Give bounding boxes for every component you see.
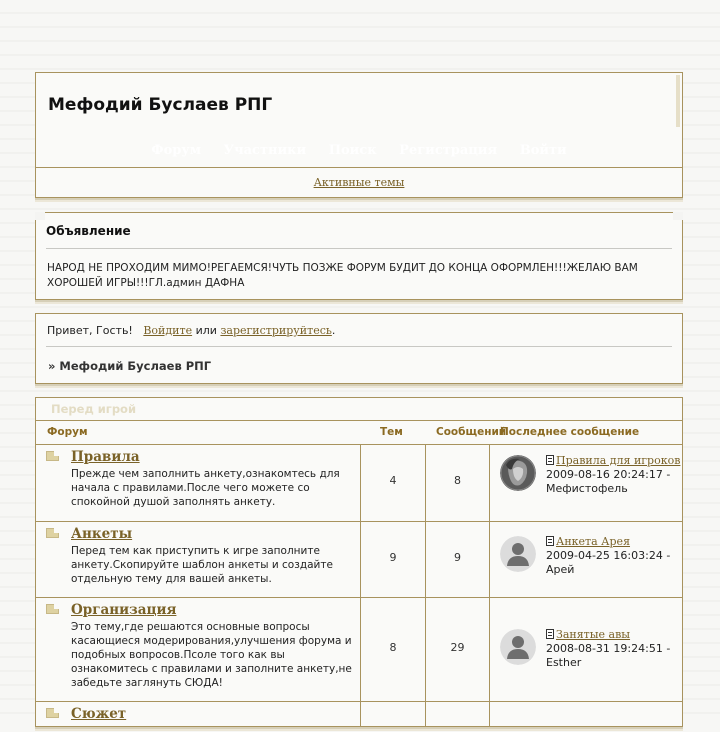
forum-link-plot[interactable]: Сюжет xyxy=(71,706,127,722)
page-icon xyxy=(546,536,554,546)
welcome-panel xyxy=(35,313,683,384)
active-topics-link[interactable]: Активные темы xyxy=(313,176,405,189)
login-link[interactable]: Войдите xyxy=(143,324,193,337)
nav-members[interactable]: Участники xyxy=(223,143,307,158)
forum-row-rules xyxy=(36,445,682,522)
last-post-author[interactable]: Мефистофель xyxy=(546,482,628,495)
main-nav xyxy=(36,143,682,158)
last-post-info xyxy=(546,535,681,577)
divider xyxy=(46,248,672,249)
nav-login[interactable]: Войти xyxy=(519,143,567,158)
posts-count: 29 xyxy=(450,641,465,654)
topics-count: 4 xyxy=(389,474,397,487)
sub-nav xyxy=(36,168,682,197)
last-topic-link[interactable]: Занятые авы xyxy=(556,628,631,641)
forum-table xyxy=(35,397,683,727)
register-link[interactable]: зарегистрируйтесь xyxy=(220,324,332,337)
page-icon xyxy=(546,455,554,465)
forum-header xyxy=(35,72,683,198)
forum-link-profiles[interactable]: Анкеты xyxy=(71,526,133,542)
announcement-title: Объявление xyxy=(46,224,131,238)
greeting-line xyxy=(47,324,335,337)
last-topic-link[interactable]: Анкета Арея xyxy=(556,535,631,548)
forum-icon xyxy=(46,604,59,614)
forum-icon xyxy=(46,528,59,538)
nav-forum[interactable]: Форум xyxy=(151,143,202,158)
greeting-text: Привет, Гость! xyxy=(47,324,133,337)
last-post-date: 2008-08-31 19:24:51 - xyxy=(546,642,671,655)
table-header xyxy=(36,420,682,445)
last-post-info xyxy=(546,628,681,670)
category-header xyxy=(36,398,682,421)
col-topics: Тем xyxy=(380,426,403,438)
forum-row-plot xyxy=(36,702,682,732)
avatar[interactable] xyxy=(500,455,536,491)
forum-description: Это тему,где решаются основные вопросы касающиеся модерирования,улучшения форума и подобных вопросов.Псоле того как вы ознакомитесь с правилами и заполните анкету,не забедьте заглянуть СЮДА! xyxy=(71,621,352,689)
corner-decoration xyxy=(673,212,683,220)
category-title[interactable]: Перед игрой xyxy=(51,402,137,416)
forum-icon xyxy=(46,708,59,718)
col-posts: Сообщений xyxy=(436,426,507,438)
divider xyxy=(46,346,672,347)
site-title: Мефодий Буслаев РПГ xyxy=(48,95,273,115)
last-post-date: 2009-08-16 20:24:17 - xyxy=(546,468,671,481)
forum-row-profiles xyxy=(36,522,682,598)
breadcrumb[interactable]: » Мефодий Буслаев РПГ xyxy=(48,359,212,373)
forum-row-organization xyxy=(36,598,682,702)
col-forum: Форум xyxy=(47,426,88,438)
topics-count: 9 xyxy=(389,551,397,564)
default-avatar-icon[interactable] xyxy=(500,629,536,665)
title-area xyxy=(36,73,682,168)
col-last-post: Последнее сообщение xyxy=(500,426,640,438)
posts-count: 8 xyxy=(454,474,461,487)
default-avatar-icon[interactable] xyxy=(500,536,536,572)
forum-icon xyxy=(46,451,59,461)
nav-search[interactable]: Поиск xyxy=(328,143,377,158)
announcement-text: НАРОД НЕ ПРОХОДИМ МИМО!РЕГАЕМСЯ!ЧУТЬ ПОЗЖЕ ФОРУМ БУДИТ ДО КОНЦА ОФОРМЛЕН!!!ЖЕЛАЮ ВАМ ХОРОШЕЙ ИГРЫ!!!ГЛ.админ ДАФНА xyxy=(47,262,638,289)
corner-decoration xyxy=(35,212,45,220)
last-post-author[interactable]: Esther xyxy=(546,656,582,669)
header-decoration xyxy=(676,75,680,127)
last-topic-link[interactable]: Правила для игроков xyxy=(556,454,681,467)
forum-link-rules[interactable]: Правила xyxy=(71,449,140,465)
forum-description: Прежде чем заполнить анкету,ознакомтесь для начала с правилами.После чего можете со спокойной душой заполнять анкету. xyxy=(71,468,340,508)
announcement-panel xyxy=(35,212,683,300)
last-post-info xyxy=(546,454,681,496)
posts-count: 9 xyxy=(454,551,461,564)
last-post-author[interactable]: Арей xyxy=(546,563,575,576)
or-text: или xyxy=(195,324,217,337)
topics-count: 8 xyxy=(389,641,397,654)
period-text: . xyxy=(331,324,336,337)
forum-link-organization[interactable]: Организация xyxy=(71,602,177,618)
page-icon xyxy=(546,629,554,639)
last-post-date: 2009-04-25 16:03:24 - xyxy=(546,549,671,562)
nav-register[interactable]: Регистрация xyxy=(399,143,498,158)
forum-description: Перед тем как приступить к игре заполните анкету.Скопируйте шаблон анкеты и создайте отдельную тему для вашей анкеты. xyxy=(71,545,333,585)
